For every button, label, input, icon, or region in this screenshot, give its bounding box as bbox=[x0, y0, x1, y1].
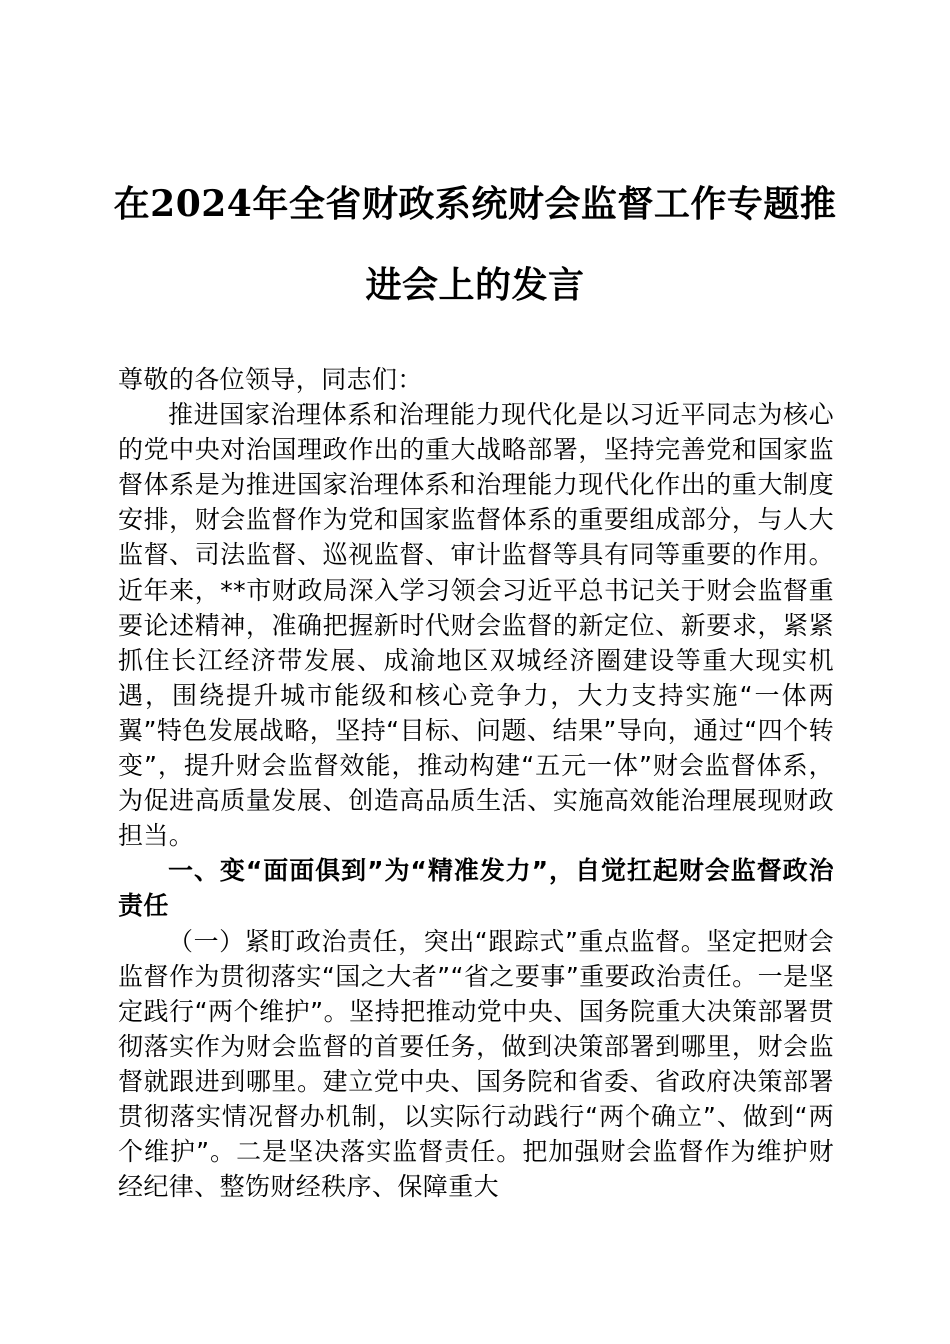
intro-paragraph: 推进国家治理体系和治理能力现代化是以习近平同志为核心的党中央对治国理政作出的重大战略部署，坚持完善党和国家监督体系是为推进国家治理体系和治理能力现代化作出的重大制度安排，财会监督作为党和国家监督体系的重要组成部分，与人大监督、司法监督、巡视监督、审计监督等具有同等重要的作用。近年来，**市财政局深入学习领会习近平总书记关于财会监督重要论述精神，准确把握新时代财会监督的新定位、新要求，紧紧抓住长江经济带发展、成渝地区双城经济圈建设等重大现实机遇，围绕提升城市能级和核心竞争力，大力支持实施“一体两翼”特色发展战略，坚持“目标、问题、结果”导向，通过“四个转变”，提升财会监督效能，推动构建“五元一体”财会监督体系，为促进高质量发展、创造高品质生活、实施高效能治理展现财政担当。 bbox=[118, 400, 834, 851]
subsection-paragraph: （一）紧盯政治责任，突出“跟踪式”重点监督。坚定把财会监督作为贯彻落实“国之大者”“省之要事”重要政治责任。一是坚定践行“两个维护”。坚持把推动党中央、国务院重大决策部署贯彻落实作为财会监督的首要任务，做到决策部署到哪里，财会监督就跟进到哪里。建立党中央、国务院和省委、省政府决策部署贯彻落实情况督办机制，以实际行动践行“两个确立”、做到“两个维护”。二是坚决落实监督责任。把加强财会监督作为维护财经纪律、整饬财经秩序、保障重大 bbox=[118, 926, 834, 1202]
document-title: 在2024年全省财政系统财会监督工作专题推进会上的发言 bbox=[113, 183, 837, 306]
section-heading: 一、变“面面俱到”为“精准发力”，自觉扛起财会监督政治责任 bbox=[118, 856, 834, 921]
salutation: 尊敬的各位领导，同志们： bbox=[118, 365, 423, 394]
document-body bbox=[118, 362, 834, 1204]
